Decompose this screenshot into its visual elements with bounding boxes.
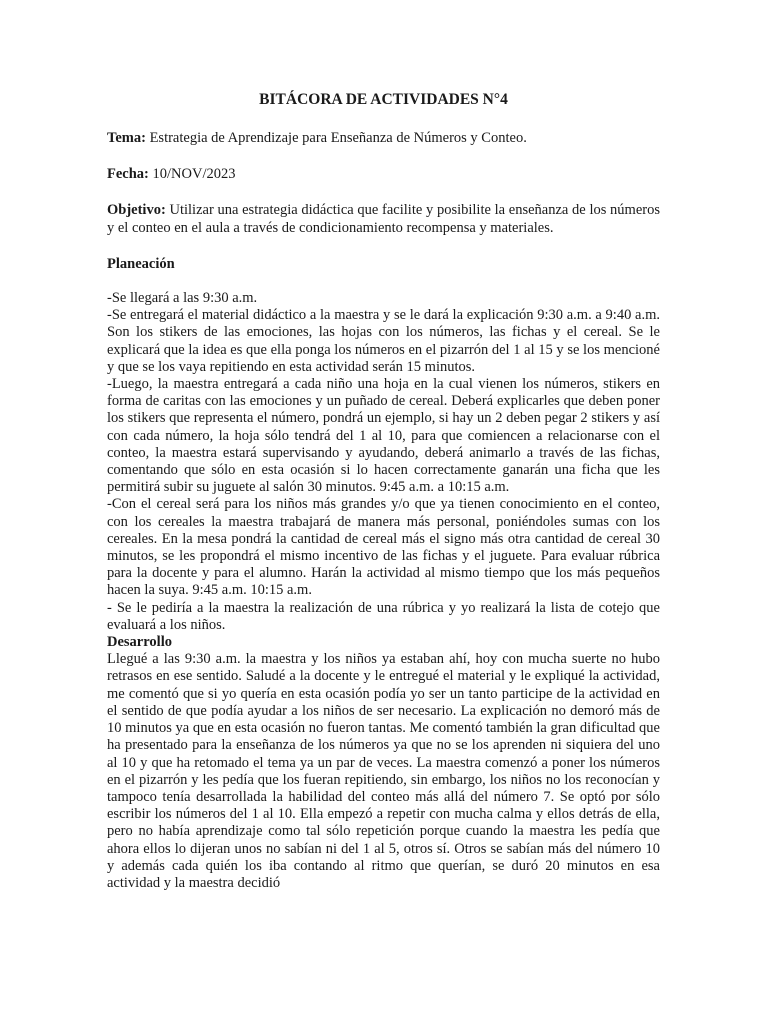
document-title: BITÁCORA DE ACTIVIDADES N°4 <box>259 91 508 108</box>
desarrollo-heading: Desarrollo <box>107 634 172 651</box>
planeacion-item: -Luego, la maestra entregará a cada niño una hoja en la cual vienen los números, stikers en forma de caritas con las emociones y un puñado de cereal. Deberá explicarles que deben poner los stikers que representa el número, pondrá un ejemplo, si hay un 2 deben pegar 2 stikers y así con cada número, la hoja sólo tendrá del 1 al 10, para que comiencen a relacionarse con el conteo, la maestra estará supervisando y ayudando, deberá animarlo a través de las fichas, comentando que sólo en esta ocasión si lo hacen correctamente ganarán una ficha que les permitirá subir su juguete al salón 30 minutos. 9:45 a.m. a 10:15 a.m. <box>107 376 660 496</box>
planeacion-heading: Planeación <box>107 255 175 272</box>
desarrollo-text: Llegué a las 9:30 a.m. la maestra y los niños ya estaban ahí, hoy con mucha suerte no hubo retrasos en ese sentido. Saludé a la docente y le entregué el material y le expliqué la actividad, me comentó que si yo quería en esta ocasión podía yo ser un tanto participe de la actividad en el sentido de que podía ayudar a los niños de ser necesario. La explicación no demoró más de 10 minutos ya que en esta ocasión no fueron tantas. Me comentó también la gran dificultad que ha presentado para la enseñanza de los números ya que no se los aprenden ni siquiera del uno al 10 y que ha retomado el tema ya un par de veces. La maestra comenzó a poner los números en el pizarrón y les pedía que los fueran repitiendo, sin embargo, los niños no los reconocían y tampoco tenía desarrollada la habilidad del conteo más allá del número 7. Se optó por sólo escribir los números del 1 al 10. Ella empezó a repetir con mucha calma y ellos detrás de ella, pero no había aprendizaje como tal sólo repetición porque cuando la maestra les pedía que ahora ellos lo dijeran unos no sabían ni del 1 al 5, otros sí. Otros se sabían más del número 10 y además cada quién los iba contando al ritmo que querían, se duró 20 minutos en esa actividad y la maestra decidió <box>107 651 660 891</box>
planeacion-item: -Se llegará a las 9:30 a.m. <box>107 290 258 307</box>
tema-line <box>107 130 660 147</box>
fecha-line <box>107 166 660 183</box>
fecha-label: Fecha: <box>107 166 149 183</box>
planeacion-item: -Con el cereal será para los niños más grandes y/o que ya tienen conocimiento en el conteo, con los cereales la maestra trabajará de manera más personal, poniéndoles sumas con los cereales. En la mesa pondrá la cantidad de cereal más el signo más otra cantidad de cereal 30 minutos, se les propondrá el mismo incentivo de las fichas y el juguete. Para evaluar rúbrica para la docente y para el alumno. Harán la actividad al mismo tiempo que los más pequeños hacen la suya. 9:45 a.m. 10:15 a.m. <box>107 496 660 599</box>
fecha-value: 10/NOV/2023 <box>152 166 236 183</box>
tema-label: Tema: <box>107 130 146 146</box>
planeacion-item: -Se entregará el material didáctico a la maestra y se le dará la explicación 9:30 a.m. a 9:40 a.m. Son los stikers de las emociones, las hojas con los números, las fichas y el cereal. Se le explicará que la idea es que ella ponga los números en el pizarrón del 1 al 15 y se los mencioné y que se los vaya repitiendo en esta actividad serán 15 minutos. <box>107 307 660 375</box>
tema-value: Estrategia de Aprendizaje para Enseñanza de Números y Conteo. <box>149 130 527 146</box>
document-page <box>107 90 660 892</box>
objetivo-line <box>107 202 660 236</box>
planeacion-item: - Se le pediría a la maestra la realización de una rúbrica y yo realizará la lista de cotejo que evaluará a los niños. <box>107 599 660 633</box>
objetivo-value: Utilizar una estrategia didáctica que facilite y posibilite la enseñanza de los números y el conteo en el aula a través de condicionamiento recompensa y materiales. <box>107 202 660 236</box>
objetivo-label: Objetivo: <box>107 202 166 219</box>
planeacion-list <box>107 290 660 634</box>
